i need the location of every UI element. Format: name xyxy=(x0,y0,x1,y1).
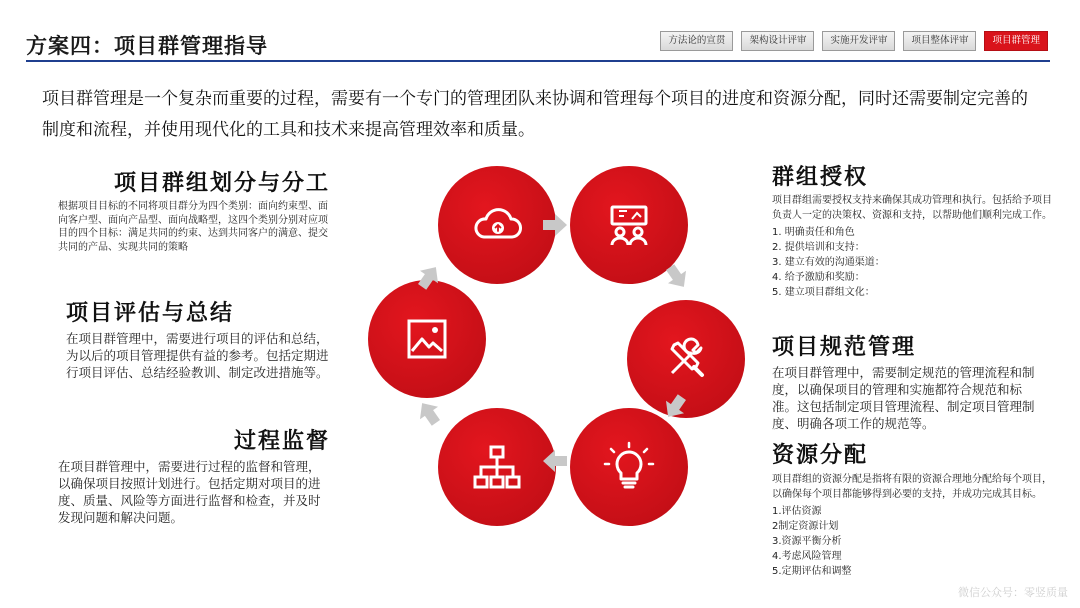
cloud-upload-icon xyxy=(467,195,527,255)
intro-text: 项目群管理是一个复杂而重要的过程，需要有一个专门的管理团队来协调和管理每个项目的进度和资源分配，同时还需要制定完善的制度和流程，并使用现代化的工具和技术来提高管理效率和质量。 xyxy=(42,89,1028,140)
list-item: 3. 建立有效的沟通渠道： xyxy=(772,257,885,268)
resources-list xyxy=(772,504,1056,579)
watermark: 微信公众号：零竖质量 xyxy=(958,586,1068,599)
lightbulb-icon xyxy=(599,437,659,497)
standard-block xyxy=(772,330,1044,432)
list-item: 2. 提供培训和支持： xyxy=(772,242,865,253)
resources-text: 项目群组的资源分配是指将有限的资源合理地分配给每个项目，以确保每个项目都能够得到必要的支持，并成功完成其目标。 xyxy=(772,474,1052,500)
tools-icon xyxy=(656,329,716,389)
monitoring-block xyxy=(58,424,330,526)
authorization-text: 项目群组需要授权支持来确保其成功管理和执行。包括给予项目负责人一定的决策权、资源和支持，以帮助他们顺利完成工作。 xyxy=(772,195,1052,221)
cycle-node-cloud xyxy=(438,166,556,284)
list-item: 2制定资源计划 xyxy=(772,521,839,532)
authorization-list xyxy=(772,225,1052,300)
division-text: 根据项目目标的不同将项目群分为四个类别：面向约束型、面向客户型、面向产品型、面向战略型，这四个类别分别对应项目的四个目标：满足共同的约束、达到共同客户的满意、提交共同的产品、实现共同的策略 xyxy=(58,201,328,253)
cycle-node-hierarchy xyxy=(438,408,556,526)
cycle-node-image xyxy=(368,280,486,398)
header-divider xyxy=(26,60,1050,62)
team-presentation-icon xyxy=(599,195,659,255)
standard-title: 项目规范管理 xyxy=(772,335,917,360)
cycle-arrow-left-icon xyxy=(540,446,570,476)
list-item: 4. 给予激励和奖励： xyxy=(772,272,865,283)
evaluation-text: 在项目群管理中，需要进行项目的评估和总结，为以后的项目管理提供有益的参考。包括定期进行项目评估、总结经验教训、制定改进措施等。 xyxy=(66,331,329,380)
resources-block xyxy=(772,438,1056,579)
authorization-title: 群组授权 xyxy=(772,165,869,190)
tab-architecture-review[interactable]: 架构设计评审 xyxy=(741,31,814,51)
monitoring-text: 在项目群管理中，需要进行过程的监督和管理，以确保项目按照计划进行。包括定期对项目的进度、质量、风险等方面进行监督和检查，并及时发现问题和解决问题。 xyxy=(58,459,321,525)
list-item: 5.定期评估和调整 xyxy=(772,566,852,577)
list-item: 1.评估资源 xyxy=(772,506,822,517)
hierarchy-icon xyxy=(467,437,527,497)
division-block xyxy=(58,166,330,254)
authorization-block xyxy=(772,160,1052,300)
cycle-arrow-right-icon xyxy=(540,210,570,240)
tab-implementation-review[interactable]: 实施开发评审 xyxy=(822,31,895,51)
resources-title: 资源分配 xyxy=(772,443,869,468)
cycle-arrow-down-right-icon xyxy=(662,262,692,292)
cycle-arrow-down-left-icon xyxy=(660,392,690,422)
division-title: 项目群组划分与分工 xyxy=(113,171,330,196)
image-icon xyxy=(397,309,457,369)
cycle-arrow-up-right-icon xyxy=(414,262,444,292)
tab-program-management[interactable]: 项目群管理 xyxy=(984,31,1048,51)
evaluation-title: 项目评估与总结 xyxy=(66,301,235,326)
cycle-node-idea xyxy=(570,408,688,526)
list-item: 4.考虑风险管理 xyxy=(772,551,842,562)
page-title: 方案四：项目群管理指导 xyxy=(26,34,268,58)
monitoring-title: 过程监督 xyxy=(233,429,330,454)
tab-methodology[interactable]: 方法论的宣贯 xyxy=(660,31,733,51)
standard-text: 在项目群管理中，需要制定规范的管理流程和制度，以确保项目的管理和实施都符合规范和标准。这包括制定项目管理流程、制定项目管理制度、明确各项工作的规范等。 xyxy=(772,365,1035,431)
tab-overall-review[interactable]: 项目整体评审 xyxy=(903,31,976,51)
list-item: 5. 建立项目群组文化： xyxy=(772,287,875,298)
nav-tabs xyxy=(660,31,1048,51)
list-item: 3.资源平衡分析 xyxy=(772,536,842,547)
cycle-arrow-up-left-icon xyxy=(414,398,444,428)
evaluation-block xyxy=(66,296,330,381)
list-item: 1. 明确责任和角色 xyxy=(772,227,855,238)
